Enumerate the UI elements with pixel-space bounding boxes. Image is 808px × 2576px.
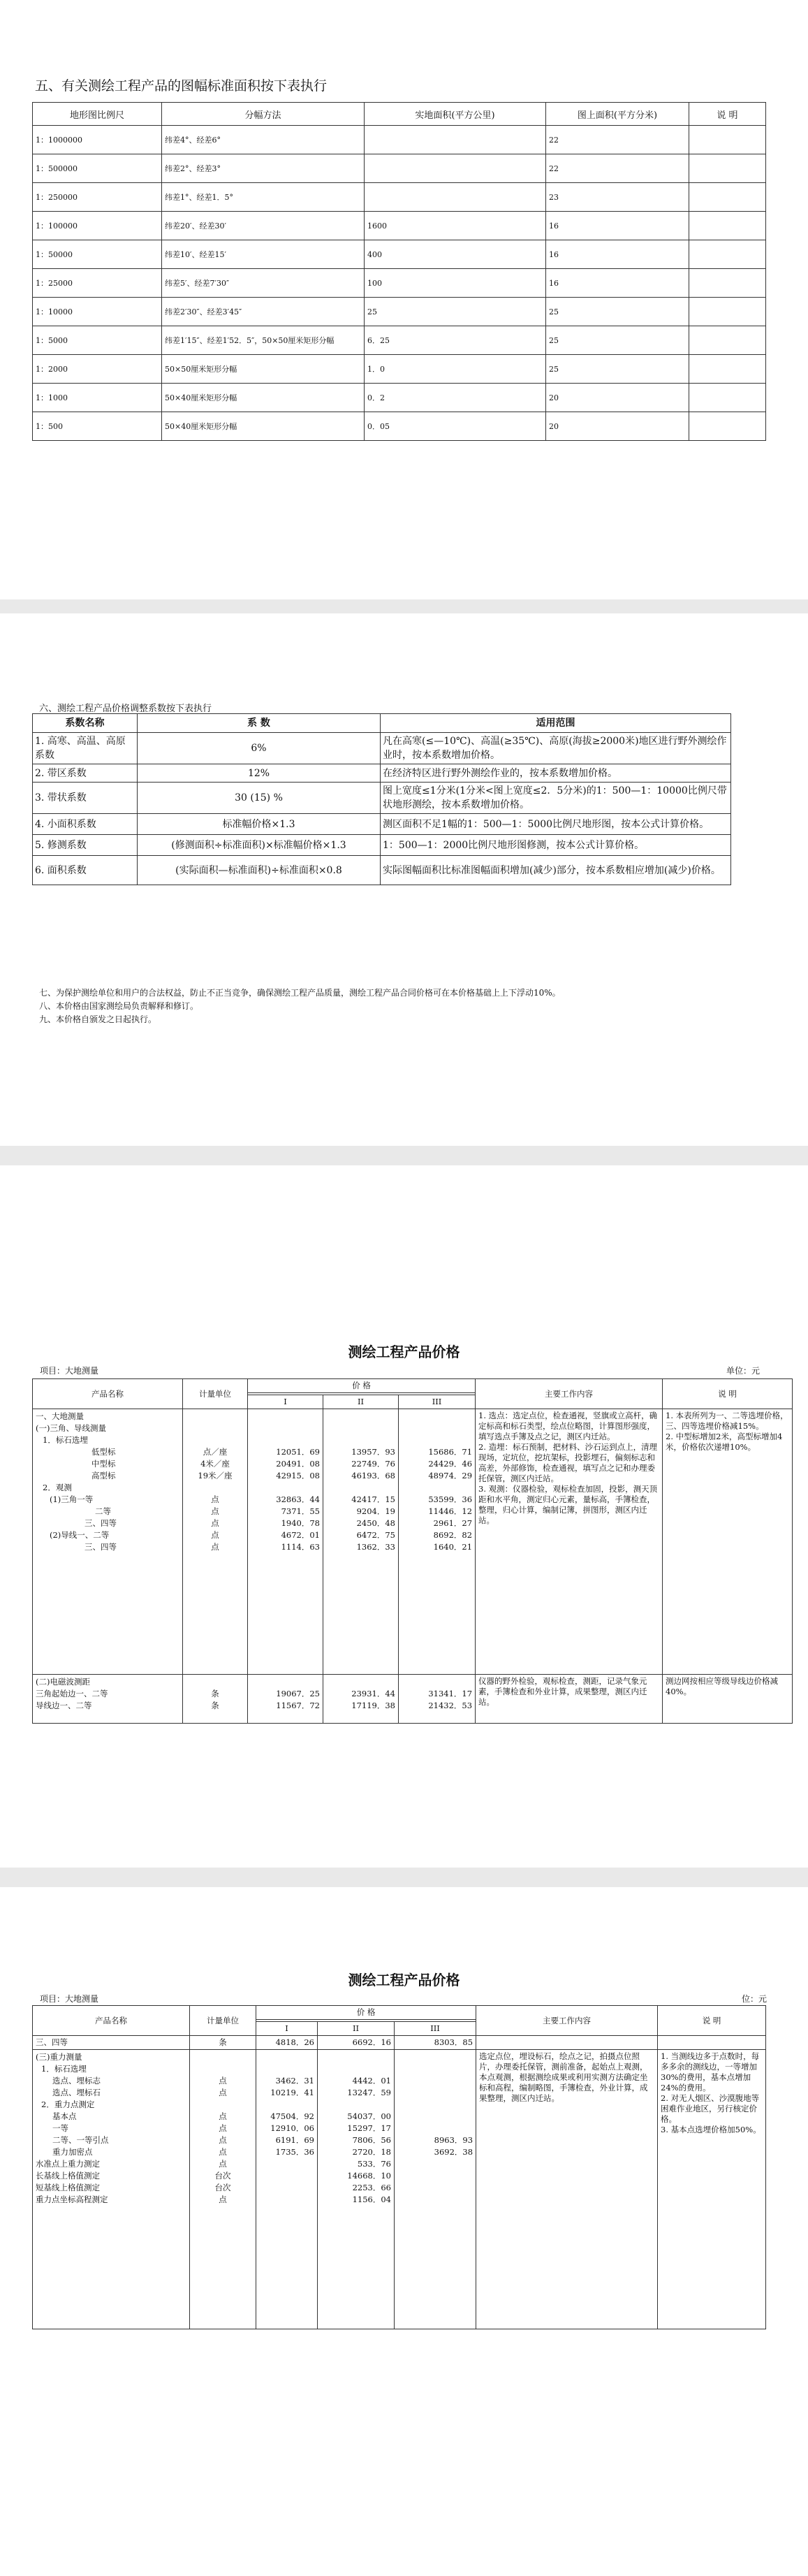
header-price: 价 格	[248, 1379, 476, 1393]
map-area-cell: 25	[546, 298, 689, 326]
top-row-work	[476, 2036, 658, 2050]
area-cell: 0．2	[365, 384, 546, 412]
price-2	[326, 1482, 395, 1494]
price-3	[402, 1434, 472, 1446]
area-cell: 25	[365, 298, 546, 326]
page4-unit: 位：元	[742, 1994, 767, 2004]
price-3: 1640．21	[433, 1542, 473, 1552]
method-cell: 纬差5′、经差7′30″	[162, 269, 365, 298]
header-scope: 适用范围	[381, 714, 731, 733]
price-3	[397, 2099, 473, 2111]
price-3: 2961．27	[433, 1518, 473, 1528]
price-1	[251, 1482, 320, 1494]
top-row-p3: 8303．85	[395, 2036, 476, 2050]
unit-value: 条	[211, 1701, 219, 1710]
coef-cell: 6%	[138, 733, 381, 764]
page-4	[0, 1887, 808, 2576]
header-work: 主要工作内容	[476, 2006, 658, 2036]
unit-value	[186, 1482, 244, 1494]
product-name: 三角起始边一、二等	[36, 1689, 108, 1698]
section6-table	[32, 713, 731, 885]
page3-price-table	[32, 1378, 793, 1724]
section6-row	[33, 783, 731, 814]
page4-price-table	[32, 2005, 766, 2329]
header-map-area: 图上面积(平方分米)	[546, 103, 689, 126]
coef-cell: 12%	[138, 764, 381, 783]
section5-row	[33, 326, 766, 355]
section6-row	[33, 856, 731, 885]
unit-value: 点	[211, 1542, 219, 1552]
area-cell: 6．25	[365, 326, 546, 355]
product-name: 1．标石选埋	[43, 1435, 88, 1445]
method-cell: 50×40厘米矩形分幅	[162, 384, 365, 412]
product-name: 三、四等	[85, 1518, 117, 1528]
product-name: 2．重力点测定	[41, 2100, 95, 2109]
price-1	[259, 2182, 314, 2194]
product-name: (二)电磁波测距	[36, 1677, 90, 1687]
price-1	[259, 2158, 314, 2170]
scale-cell: 1：1000	[33, 384, 162, 412]
unit-value: 点	[219, 2135, 227, 2145]
price-1: 7371．55	[281, 1506, 320, 1516]
header-p1: I	[248, 1395, 323, 1409]
product-name: 三、四等	[85, 1542, 117, 1552]
map-area-cell: 16	[546, 212, 689, 240]
note-cell	[689, 412, 766, 441]
price-2: 1156．04	[352, 2195, 391, 2204]
product-name: 2．观测	[43, 1483, 72, 1492]
map-area-cell: 16	[546, 240, 689, 269]
header-area: 实地面积(平方公里)	[365, 103, 546, 126]
unit-value: 点	[211, 1518, 219, 1528]
scale-cell: 1：100000	[33, 212, 162, 240]
coef-name-cell: 1. 高寒、高温、高原系数	[33, 733, 138, 764]
price-1	[251, 1422, 320, 1434]
price-2	[326, 1434, 395, 1446]
price-2: 6472．75	[356, 1530, 395, 1540]
scale-cell: 1：2000	[33, 355, 162, 384]
section6-row	[33, 814, 731, 835]
note-cell	[689, 126, 766, 154]
price-3	[397, 2158, 473, 2170]
top-row-p1: 4818．26	[256, 2036, 318, 2050]
page3-project: 项目：大地测量	[40, 1366, 99, 1376]
scope-cell: 1：500—1：2000比例尺地形图修测，按本公式计算价格。	[381, 835, 731, 856]
method-cell: 50×40厘米矩形分幅	[162, 412, 365, 441]
page3-main-row	[33, 1409, 793, 1675]
product-name: 选点、埋标石	[52, 2088, 101, 2097]
page-gap	[0, 599, 808, 613]
page3-note-2: 测边网按相应等级导线边价格减40%。	[663, 1675, 793, 1724]
page3-unit: 单位：元	[726, 1366, 761, 1376]
section5-title: 五、有关测绘工程产品的图幅标准面积按下表执行	[35, 78, 328, 94]
section6-title: 六、测绘工程产品价格调整系数按下表执行	[39, 704, 212, 714]
price-1: 1940．78	[281, 1518, 320, 1528]
map-area-cell: 20	[546, 412, 689, 441]
price-2: 42417．15	[351, 1494, 395, 1504]
product-name: (三)重力测量	[36, 2052, 82, 2062]
page4-top-row	[33, 2036, 766, 2050]
price-1: 6191．69	[275, 2135, 314, 2145]
price-2: 17119．38	[351, 1701, 395, 1710]
price-2: 23931．44	[351, 1689, 395, 1698]
method-cell: 纬差20′、经差30′	[162, 212, 365, 240]
unit-value	[193, 2099, 253, 2111]
price-3: 8692．82	[433, 1530, 473, 1540]
page3-work-content-2: 仪器的野外检验，观标检查，测距，记录气象元素，手簿检查和外业计算，成果整理，测区内迁站。	[476, 1675, 663, 1724]
section5-row	[33, 154, 766, 183]
price-3	[397, 2194, 473, 2206]
unit-value	[186, 1422, 244, 1434]
top-row-note	[658, 2036, 766, 2050]
price-1	[259, 2099, 314, 2111]
section5-row	[33, 240, 766, 269]
price-1: 11567．72	[276, 1701, 320, 1710]
price-2: 46193．68	[351, 1471, 395, 1480]
price-3	[397, 2182, 473, 2194]
unit-value: 台次	[214, 2183, 231, 2192]
section5-row	[33, 384, 766, 412]
price-3: 48974．29	[428, 1471, 473, 1480]
header-p1: I	[256, 2022, 318, 2036]
coef-name-cell: 6. 面积系数	[33, 856, 138, 885]
page3-title: 测绘工程产品价格	[348, 1344, 460, 1360]
scope-cell: 凡在高寒(≤—10℃)、高温(≥35℃)、高原(海拔≥2000米)地区进行野外测绘作业时，按本系数增加价格。	[381, 733, 731, 764]
price-1: 20491．08	[276, 1459, 320, 1469]
price-2: 2253．66	[352, 2183, 391, 2192]
section6-row	[33, 733, 731, 764]
page-gap	[0, 1868, 808, 1887]
price-3	[402, 1411, 472, 1422]
price-2: 54037．00	[347, 2111, 391, 2121]
coef-name-cell: 4. 小面积系数	[33, 814, 138, 835]
unit-value: 4米／座	[200, 1459, 230, 1469]
price-1: 42915．08	[276, 1471, 320, 1480]
product-name: 一等	[52, 2123, 68, 2133]
product-name: 水准点上重力测定	[36, 2159, 100, 2169]
price-3	[397, 2123, 473, 2134]
note-cell	[689, 183, 766, 212]
price-3: 8963．93	[434, 2135, 473, 2145]
unit-value: 点	[211, 1530, 219, 1540]
section5-row	[33, 269, 766, 298]
note-7: 七、为保护测绘单位和用户的合法权益，防止不正当竞争，确保测绘工程产品质量，测绘工程产品合同价格可在本价格基础上上下浮动10%。	[39, 988, 561, 998]
area-cell: 400	[365, 240, 546, 269]
price-2	[326, 1422, 395, 1434]
unit-value: 点	[219, 2076, 227, 2086]
price-2: 1362．33	[356, 1542, 395, 1552]
header-p3: III	[399, 1395, 476, 1409]
area-cell	[365, 154, 546, 183]
product-name: 一、大地测量	[36, 1411, 84, 1421]
method-cell: 50×50厘米矩形分幅	[162, 355, 365, 384]
price-2: 15297．17	[347, 2123, 391, 2133]
price-1	[259, 2170, 314, 2182]
page4-note: 1. 当测线边多于点数时，每多多余的测线边，一等增加30%的费用，基本点增加24%的费用。 2. 对无人烟区、沙漠腹地等困难作业地区，另行核定价格。 3. 基本点选埋价格加50%。	[658, 2050, 766, 2329]
price-3: 53599．36	[428, 1494, 473, 1504]
price-2	[321, 2051, 391, 2063]
product-name: 中型标	[91, 1459, 116, 1469]
unit-value: 点	[219, 2088, 227, 2097]
top-row-unit: 条	[190, 2036, 256, 2050]
product-name: 短基线上格值测定	[36, 2183, 100, 2192]
coef-cell: (实际面积—标准面积)÷标准面积×0.8	[138, 856, 381, 885]
coef-name-cell: 3. 带状系数	[33, 783, 138, 814]
price-1: 1735．36	[275, 2147, 314, 2157]
price-3	[397, 2051, 473, 2063]
map-area-cell: 23	[546, 183, 689, 212]
price-1	[259, 2051, 314, 2063]
header-note: 说 明	[689, 103, 766, 126]
header-p3: III	[395, 2022, 476, 2036]
product-name: 高型标	[91, 1471, 116, 1480]
price-3: 21432．53	[428, 1701, 473, 1710]
scope-cell: 在经济特区进行野外测绘作业的，按本系数增加价格。	[381, 764, 731, 783]
map-area-cell: 22	[546, 126, 689, 154]
section5-row	[33, 355, 766, 384]
product-name: (一)三角、导线测量	[36, 1423, 106, 1433]
method-cell: 纬差2°、经差3°	[162, 154, 365, 183]
unit-value: 点	[219, 2147, 227, 2157]
coef-cell: 标准幅价格×1.3	[138, 814, 381, 835]
area-cell	[365, 126, 546, 154]
price-1: 19067．25	[276, 1689, 320, 1698]
method-cell: 纬差4°、经差6°	[162, 126, 365, 154]
product-name: 选点、埋标志	[52, 2076, 101, 2086]
unit-value: 点	[211, 1506, 219, 1516]
price-2: 7806．56	[352, 2135, 391, 2145]
coef-cell: 30 (15) %	[138, 783, 381, 814]
map-area-cell: 25	[546, 355, 689, 384]
area-cell: 1．0	[365, 355, 546, 384]
price-2: 22749．76	[351, 1459, 395, 1469]
product-name: 重力点坐标高程测定	[36, 2195, 108, 2204]
product-name: (2)导线一、二等	[50, 1530, 110, 1540]
scale-cell: 1：500000	[33, 154, 162, 183]
price-3	[402, 1482, 472, 1494]
area-cell: 0．05	[365, 412, 546, 441]
note-cell	[689, 154, 766, 183]
price-1: 4672．01	[281, 1530, 320, 1540]
price-1	[251, 1676, 320, 1688]
price-1: 12910．06	[270, 2123, 314, 2133]
header-coef: 系 数	[138, 714, 381, 733]
price-3	[397, 2087, 473, 2099]
note-8: 八、本价格由国家测绘局负责解释和修订。	[39, 1001, 199, 1011]
header-unit: 计量单位	[190, 2006, 256, 2036]
unit-value: 台次	[214, 2171, 231, 2181]
price-2	[321, 2063, 391, 2075]
price-1: 47504．92	[270, 2111, 314, 2121]
top-row-name: 三、四等	[33, 2036, 190, 2050]
note-cell	[689, 269, 766, 298]
unit-value: 点／座	[203, 1447, 228, 1457]
price-2: 4442．01	[352, 2076, 391, 2086]
scale-cell: 1：5000	[33, 326, 162, 355]
price-1: 12051．69	[276, 1447, 320, 1457]
page-gap	[0, 1146, 808, 1165]
unit-value: 点	[211, 1494, 219, 1504]
scale-cell: 1：50000	[33, 240, 162, 269]
scope-cell: 实际图幅面积比标准图幅面积增加(减少)部分，按本系数相应增加(减少)价格。	[381, 856, 731, 885]
top-row-p2: 6692．16	[318, 2036, 395, 2050]
section5-header-row	[33, 103, 766, 126]
price-3	[397, 2075, 473, 2087]
unit-value	[193, 2051, 253, 2063]
scale-cell: 1：1000000	[33, 126, 162, 154]
note-cell	[689, 326, 766, 355]
section5-row	[33, 412, 766, 441]
section5-table	[32, 102, 766, 441]
header-coef-name: 系数名称	[33, 714, 138, 733]
method-cell: 纬差2′30″、经差3′45″	[162, 298, 365, 326]
unit-value: 条	[211, 1689, 219, 1698]
price-2: 9204．19	[356, 1506, 395, 1516]
header-scale: 地形图比例尺	[33, 103, 162, 126]
price-3	[397, 2063, 473, 2075]
price-2	[326, 1411, 395, 1422]
page3-note: 1. 本表所列为一、二等选埋价格，三、四等选埋价格减15%。 2. 中型标增加2米，高型标增加4米，价格依次递增10%。	[663, 1409, 793, 1675]
price-3	[402, 1422, 472, 1434]
price-3: 31341．17	[428, 1689, 473, 1698]
scale-cell: 1：500	[33, 412, 162, 441]
unit-value	[193, 2063, 253, 2075]
price-2: 13957．93	[351, 1447, 395, 1457]
price-2: 2720．18	[352, 2147, 391, 2157]
area-cell: 1600	[365, 212, 546, 240]
product-name: 二等、一等引点	[52, 2135, 109, 2145]
unit-value: 点	[219, 2195, 227, 2204]
unit-value: 点	[219, 2123, 227, 2133]
note-cell	[689, 298, 766, 326]
price-1: 3462．31	[275, 2076, 314, 2086]
product-name: 重力加密点	[52, 2147, 93, 2157]
header-work: 主要工作内容	[476, 1379, 663, 1409]
unit-value: 19米／座	[198, 1471, 233, 1480]
page-3	[0, 1165, 808, 1868]
scale-cell: 1：10000	[33, 298, 162, 326]
header-price: 价 格	[256, 2006, 476, 2020]
note-cell	[689, 355, 766, 384]
product-name: 低型标	[91, 1447, 116, 1457]
coef-name-cell: 2. 带区系数	[33, 764, 138, 783]
price-3	[397, 2170, 473, 2182]
page-1	[0, 0, 808, 599]
area-cell: 100	[365, 269, 546, 298]
note-9: 九、本价格自颁发之日起执行。	[39, 1014, 157, 1024]
price-2: 14668．10	[347, 2171, 391, 2181]
page4-title: 测绘工程产品价格	[348, 1972, 460, 1988]
price-3: 3692．38	[434, 2147, 473, 2157]
map-area-cell: 22	[546, 154, 689, 183]
map-area-cell: 16	[546, 269, 689, 298]
page3-work-content: 1. 选点：选定点位，检查通视，竖旗或立高杆，确定标高和标石类型，绘点位略图，计算图形强度，填写选点手簿及点之记，测区内迁站。 2. 造埋：标石预制，把材料、沙石运到点上，清理现场，定坑位，挖坑架标，投影埋石，偏刻标志和高差，外部修饰，检查通视，填写点之记和办理委托保管，测区内迁站。 3. 观测：仪器检验，观标检查加固，投影，测天顶距和水平角，测定归心元素，量标高，手簿检查，整理，归心计算，编制记簿，拼图形，测区内迁站。	[476, 1409, 663, 1675]
scale-cell: 1：250000	[33, 183, 162, 212]
note-cell	[689, 212, 766, 240]
page4-project: 项目：大地测量	[40, 1994, 99, 2004]
page3-edm-row	[33, 1675, 793, 1724]
price-1: 1114．63	[281, 1542, 320, 1552]
product-name: 导线边一、二等	[36, 1701, 92, 1710]
unit-value	[186, 1411, 244, 1422]
scale-cell: 1：25000	[33, 269, 162, 298]
header-explain: 说 明	[658, 2006, 766, 2036]
section5-row	[33, 183, 766, 212]
product-name: (1)三角一等	[50, 1494, 94, 1504]
price-1: 10219．41	[270, 2088, 314, 2097]
product-name: 长基线上格值测定	[36, 2171, 100, 2181]
map-area-cell: 20	[546, 384, 689, 412]
coef-name-cell: 5. 修测系数	[33, 835, 138, 856]
price-3	[402, 1676, 472, 1688]
price-2	[321, 2099, 391, 2111]
note-cell	[689, 384, 766, 412]
price-2: 2450．48	[356, 1518, 395, 1528]
section6-row	[33, 764, 731, 783]
price-2: 13247．59	[347, 2088, 391, 2097]
header-explain: 说 明	[663, 1379, 793, 1409]
price-2	[326, 1676, 395, 1688]
method-cell: 纬差1°、经差1．5°	[162, 183, 365, 212]
price-1	[259, 2063, 314, 2075]
price-1	[251, 1411, 320, 1422]
page4-main-row	[33, 2050, 766, 2329]
header-p2: II	[323, 1395, 399, 1409]
header-unit: 计量单位	[183, 1379, 248, 1409]
unit-value	[186, 1676, 244, 1688]
product-name: 基本点	[52, 2111, 77, 2121]
price-1	[259, 2194, 314, 2206]
scope-cell: 测区面积不足1幅的1：500—1：5000比例尺地形图，按本公式计算价格。	[381, 814, 731, 835]
section5-row	[33, 212, 766, 240]
product-name: 二等	[95, 1506, 111, 1516]
page-2	[0, 613, 808, 1146]
price-2: 533．76	[357, 2159, 391, 2169]
unit-value: 点	[219, 2111, 227, 2121]
section6-header-row	[33, 714, 731, 733]
price-3: 24429．46	[428, 1459, 473, 1469]
section5-row	[33, 298, 766, 326]
section6-row	[33, 835, 731, 856]
coef-cell: (修测面积÷标准面积)×标准幅价格×1.3	[138, 835, 381, 856]
price-3: 15686．71	[428, 1447, 473, 1457]
method-cell: 纬差10′、经差15′	[162, 240, 365, 269]
map-area-cell: 25	[546, 326, 689, 355]
header-p2: II	[318, 2022, 395, 2036]
unit-value	[186, 1434, 244, 1446]
price-3	[397, 2111, 473, 2123]
price-3: 11446．12	[428, 1506, 473, 1516]
note-cell	[689, 240, 766, 269]
unit-value: 点	[219, 2159, 227, 2169]
header-product: 产品名称	[33, 1379, 183, 1409]
header-product: 产品名称	[33, 2006, 190, 2036]
page4-work-content: 选定点位，埋设标石，绘点之记，拍摄点位照片，办理委托保管，测前准备，起始点上观测，本点观测，根据测绘成果或利用实测方法确定坐标和高程，编制略图，手簿检查，外业计算，成果整理，测区内迁站。	[476, 2050, 658, 2329]
product-name: 1．标石选埋	[41, 2064, 87, 2074]
header-method: 分幅方法	[162, 103, 365, 126]
method-cell: 纬差1′15″、经差1′52．5″，50×50厘米矩形分幅	[162, 326, 365, 355]
price-1: 32863．44	[276, 1494, 320, 1504]
section5-row	[33, 126, 766, 154]
price-1	[251, 1434, 320, 1446]
area-cell	[365, 183, 546, 212]
scope-cell: 图上宽度≤1分米(1分米<图上宽度≤2．5分米)的1：500—1：10000比例尺带状地形测绘，按本系数增加价格。	[381, 783, 731, 814]
